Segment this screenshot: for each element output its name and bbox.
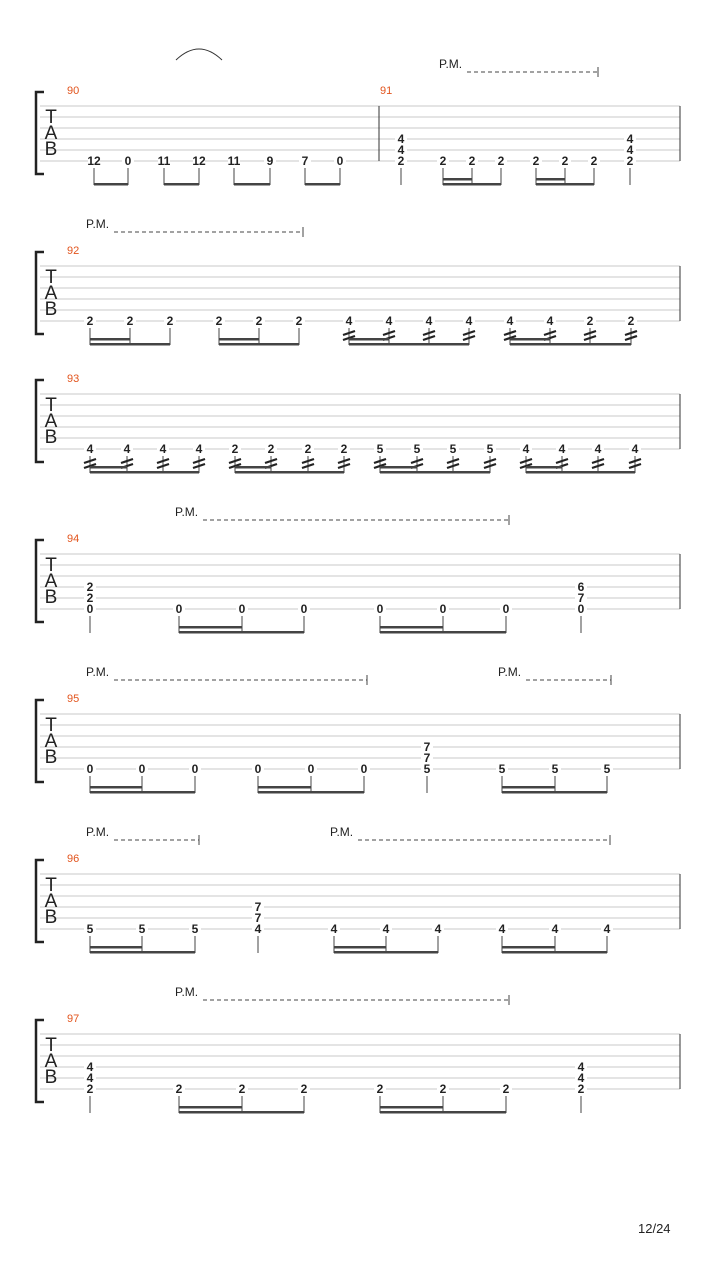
fret-number: 0 — [376, 602, 384, 616]
palm-mute-label: P.M. — [86, 217, 110, 231]
fret-number: 7 — [423, 751, 431, 765]
fret-number: 2 — [86, 314, 94, 328]
beam-secondary — [90, 786, 142, 789]
fret-number: 4 — [345, 314, 353, 328]
beam — [258, 791, 364, 794]
fret-number: 12 — [192, 154, 206, 168]
fret-number: 4 — [626, 132, 634, 146]
fret-number: 5 — [423, 762, 431, 776]
fret-number: 2 — [497, 154, 505, 168]
beam — [380, 1111, 506, 1114]
fret-number: 5 — [86, 922, 94, 936]
palm-mute-label: P.M. — [175, 505, 199, 519]
fret-number: 9 — [266, 154, 274, 168]
fret-number: 2 — [627, 314, 635, 328]
beam — [502, 951, 607, 954]
system-bracket — [36, 92, 44, 174]
tab-system-3 — [36, 380, 680, 474]
fret-number: 4 — [123, 442, 131, 456]
tab-clef-letter: A — [44, 283, 58, 304]
system-bracket — [36, 252, 44, 334]
beam — [90, 951, 195, 954]
fret-number: 5 — [603, 762, 611, 776]
fret-number: 7 — [254, 911, 262, 925]
fret-number: 4 — [195, 442, 203, 456]
beam — [90, 791, 195, 794]
fret-number: 5 — [376, 442, 384, 456]
fret-number: 4 — [603, 922, 611, 936]
system-bracket — [36, 1020, 44, 1102]
beam-secondary — [380, 1106, 443, 1109]
fret-number: 2 — [86, 1082, 94, 1096]
beam — [90, 471, 199, 474]
tab-clef-letter: T — [45, 267, 57, 288]
fret-number: 5 — [449, 442, 457, 456]
beam-secondary — [349, 338, 389, 341]
fret-number: 0 — [300, 602, 308, 616]
fret-number: 4 — [506, 314, 514, 328]
fret-number: 5 — [138, 922, 146, 936]
beam — [380, 471, 490, 474]
tab-clef-letter: B — [44, 587, 58, 608]
fret-number: 2 — [86, 580, 94, 594]
fret-number: 2 — [86, 591, 94, 605]
fret-number: 0 — [238, 602, 246, 616]
beam-secondary — [380, 626, 443, 629]
fret-number: 0 — [254, 762, 262, 776]
fret-number: 0 — [360, 762, 368, 776]
tab-clef-letter: A — [44, 123, 58, 144]
beam-secondary — [380, 466, 417, 469]
beam-secondary — [334, 946, 386, 949]
fret-number: 4 — [86, 1071, 94, 1085]
fret-number: 4 — [631, 442, 639, 456]
tab-clef-letter: B — [44, 1067, 58, 1088]
fret-number: 4 — [558, 442, 566, 456]
tab-system-1 — [36, 49, 680, 186]
beam-secondary — [179, 626, 242, 629]
fret-number: 0 — [502, 602, 510, 616]
fret-number: 2 — [267, 442, 275, 456]
fret-number: 4 — [577, 1071, 585, 1085]
fret-number: 4 — [382, 922, 390, 936]
fret-number: 4 — [330, 922, 338, 936]
beam — [536, 183, 594, 186]
beam — [234, 183, 270, 186]
fret-number: 12 — [87, 154, 101, 168]
beam-secondary — [90, 338, 130, 341]
beam-secondary — [526, 466, 562, 469]
measure-number: 93 — [67, 373, 80, 385]
fret-number: 2 — [166, 314, 174, 328]
fret-number: 4 — [522, 442, 530, 456]
fret-number: 2 — [439, 154, 447, 168]
measure-number: 94 — [67, 533, 80, 545]
beam-secondary — [90, 946, 142, 949]
fret-number: 6 — [577, 580, 585, 594]
beam-secondary — [502, 946, 555, 949]
system-bracket — [36, 700, 44, 782]
fret-number: 4 — [254, 922, 262, 936]
fret-number: 2 — [340, 442, 348, 456]
fret-number: 4 — [551, 922, 559, 936]
fret-number: 0 — [336, 154, 344, 168]
beam — [380, 631, 506, 634]
tab-clef-letter: T — [45, 395, 57, 416]
palm-mute-label: P.M. — [439, 57, 463, 71]
fret-number: 0 — [124, 154, 132, 168]
beam — [235, 471, 344, 474]
fret-number: 0 — [439, 602, 447, 616]
beam — [94, 183, 128, 186]
measure-number: 95 — [67, 693, 80, 705]
beam — [179, 1111, 304, 1114]
fret-number: 4 — [385, 314, 393, 328]
fret-number: 5 — [191, 922, 199, 936]
beam — [510, 343, 631, 346]
fret-number: 0 — [577, 602, 585, 616]
palm-mute-label: P.M. — [86, 825, 110, 839]
fret-number: 0 — [191, 762, 199, 776]
fret-number: 2 — [300, 1082, 308, 1096]
fret-number: 7 — [301, 154, 309, 168]
fret-number: 2 — [626, 154, 634, 168]
fret-number: 2 — [590, 154, 598, 168]
measure-number: 92 — [67, 245, 80, 257]
fret-number: 2 — [561, 154, 569, 168]
fret-number: 2 — [231, 442, 239, 456]
fret-number: 4 — [425, 314, 433, 328]
tab-clef-letter: T — [45, 1035, 57, 1056]
tab-clef-letter: A — [44, 891, 58, 912]
fret-number: 5 — [551, 762, 559, 776]
fret-number: 0 — [175, 602, 183, 616]
system-bracket — [36, 860, 44, 942]
fret-number: 2 — [376, 1082, 384, 1096]
beam — [502, 791, 607, 794]
tab-clef-letter: B — [44, 139, 58, 160]
tab-clef-letter: A — [44, 731, 58, 752]
fret-number: 4 — [159, 442, 167, 456]
beam-secondary — [258, 786, 311, 789]
fret-number: 0 — [86, 762, 94, 776]
palm-mute-label: P.M. — [86, 665, 110, 679]
measure-number: 97 — [67, 1013, 80, 1025]
fret-number: 4 — [626, 143, 634, 157]
tab-clef-letter: B — [44, 299, 58, 320]
fret-number: 2 — [175, 1082, 183, 1096]
tab-clef-letter: T — [45, 715, 57, 736]
beam-secondary — [235, 466, 271, 469]
fret-number: 4 — [397, 132, 405, 146]
beam — [179, 631, 304, 634]
fret-number: 11 — [157, 154, 171, 168]
fret-number: 4 — [577, 1060, 585, 1074]
fret-number: 2 — [397, 154, 405, 168]
tab-clef-letter: A — [44, 411, 58, 432]
measure-number: 96 — [67, 853, 80, 865]
fret-number: 2 — [532, 154, 540, 168]
tab-clef-letter: B — [44, 427, 58, 448]
tab-clef-letter: T — [45, 107, 57, 128]
fret-number: 2 — [255, 314, 263, 328]
fret-number: 0 — [138, 762, 146, 776]
beam-secondary — [510, 338, 550, 341]
fret-number: 7 — [577, 591, 585, 605]
fret-number: 2 — [126, 314, 134, 328]
measure-number: 91 — [380, 85, 393, 97]
tab-clef-letter: B — [44, 747, 58, 768]
fret-number: 4 — [498, 922, 506, 936]
beam — [90, 343, 170, 346]
page-number: 12/24 — [638, 1221, 671, 1236]
fret-number: 2 — [502, 1082, 510, 1096]
beam — [334, 951, 438, 954]
beam-secondary — [179, 1106, 242, 1109]
fret-number: 7 — [423, 740, 431, 754]
fret-number: 2 — [238, 1082, 246, 1096]
tab-clef-letter: A — [44, 1051, 58, 1072]
fret-number: 4 — [594, 442, 602, 456]
fret-number: 5 — [498, 762, 506, 776]
tab-clef-letter: T — [45, 875, 57, 896]
fret-number: 2 — [439, 1082, 447, 1096]
fret-number: 5 — [486, 442, 494, 456]
beam — [305, 183, 340, 186]
beam — [443, 183, 501, 186]
beam-secondary — [502, 786, 555, 789]
fret-number: 7 — [254, 900, 262, 914]
tab-system-5 — [36, 675, 680, 794]
fret-number: 2 — [468, 154, 476, 168]
fret-number: 2 — [215, 314, 223, 328]
palm-mute-label: P.M. — [498, 665, 522, 679]
fret-number: 0 — [86, 602, 94, 616]
fret-number: 11 — [227, 154, 241, 168]
beam — [349, 343, 469, 346]
slur — [176, 49, 222, 60]
fret-number: 2 — [577, 1082, 585, 1096]
fret-number: 4 — [397, 143, 405, 157]
fret-number: 4 — [434, 922, 442, 936]
fret-number: 2 — [586, 314, 594, 328]
beam-secondary — [443, 178, 472, 181]
tab-system-6 — [36, 835, 680, 954]
fret-number: 2 — [304, 442, 312, 456]
system-bracket — [36, 540, 44, 622]
palm-mute-label: P.M. — [330, 825, 354, 839]
measure-number: 90 — [67, 85, 80, 97]
tab-clef-letter: B — [44, 907, 58, 928]
fret-number: 4 — [465, 314, 473, 328]
fret-number: 2 — [295, 314, 303, 328]
tab-clef-letter: T — [45, 555, 57, 576]
beam — [219, 343, 299, 346]
fret-number: 0 — [307, 762, 315, 776]
beam — [164, 183, 199, 186]
fret-number: 4 — [546, 314, 554, 328]
beam — [526, 471, 635, 474]
fret-number: 5 — [413, 442, 421, 456]
beam-secondary — [536, 178, 565, 181]
fret-number: 4 — [86, 1060, 94, 1074]
beam-secondary — [219, 338, 259, 341]
tab-clef-letter: A — [44, 571, 58, 592]
palm-mute-label: P.M. — [175, 985, 199, 999]
system-bracket — [36, 380, 44, 462]
beam-secondary — [90, 466, 127, 469]
fret-number: 4 — [86, 442, 94, 456]
